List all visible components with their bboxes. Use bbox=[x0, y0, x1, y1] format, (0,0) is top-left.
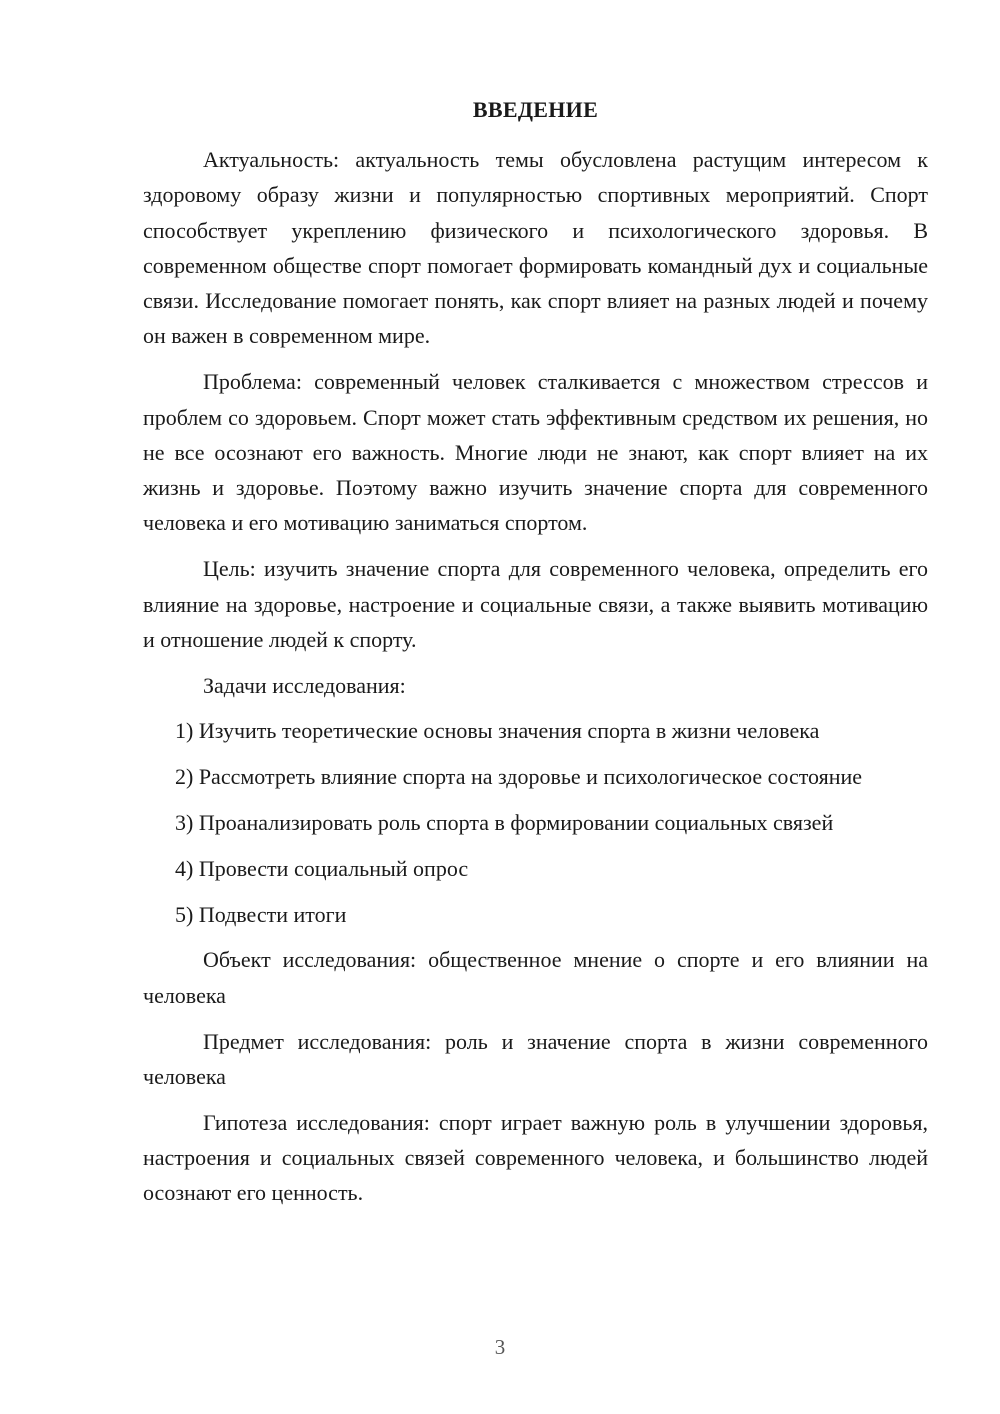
task-item-2: 2) Рассмотреть влияние спорта на здоровье и психологическое состояние bbox=[175, 764, 863, 790]
tasks-heading: Задачи исследования: bbox=[203, 672, 406, 698]
task-item-1: 1) Изучить теоретические основы значения спорта в жизни человека bbox=[175, 718, 820, 744]
paragraph-subject: Предмет исследования: роль и значение спорта в жизни современного человека bbox=[143, 1028, 928, 1089]
paragraph-goal: Цель: изучить значение спорта для современного человека, определить его влияние на здоровье, настроение и социальные связи, а также выявить мотивацию и отношение людей к спорту. bbox=[143, 556, 928, 652]
paragraph-relevance: Актуальность: актуальность темы обусловлена растущим интересом к здоровому образу жизни и популярностью спортивных мероприятий. Спорт способствует укреплению физического и психологического здоровья. В современном обществе спорт помогает формировать командный дух и социальные связи. Исследование помогает понять, как спорт влияет на разных людей и почему он важен в современном мире. bbox=[143, 147, 928, 349]
page-number: 3 bbox=[494, 1335, 506, 1359]
paragraph-object: Объект исследования: общественное мнение о спорте и его влиянии на человека bbox=[143, 947, 928, 1008]
section-title: ВВЕДЕНИЕ bbox=[472, 97, 599, 122]
task-item-4: 4) Провести социальный опрос bbox=[175, 855, 469, 881]
paragraph-hypothesis: Гипотеза исследования: спорт играет важную роль в улучшении здоровья, настроения и социальных связей современного человека, и большинство людей осознают его ценность. bbox=[143, 1109, 928, 1206]
task-item-3: 3) Проанализировать роль спорта в формировании социальных связей bbox=[175, 810, 834, 836]
paragraph-problem: Проблема: современный человек сталкивается с множеством стрессов и проблем со здоровьем. Спорт может стать эффективным средством их решения, но не все осознают его важность. Многие люди не знают, как спорт влияет на их жизнь и здоровье. Поэтому важно изучить значение спорта для современного человека и его мотивацию заниматься спортом. bbox=[143, 369, 928, 536]
task-item-5: 5) Подвести итоги bbox=[175, 901, 347, 927]
document-page bbox=[143, 96, 928, 1221]
